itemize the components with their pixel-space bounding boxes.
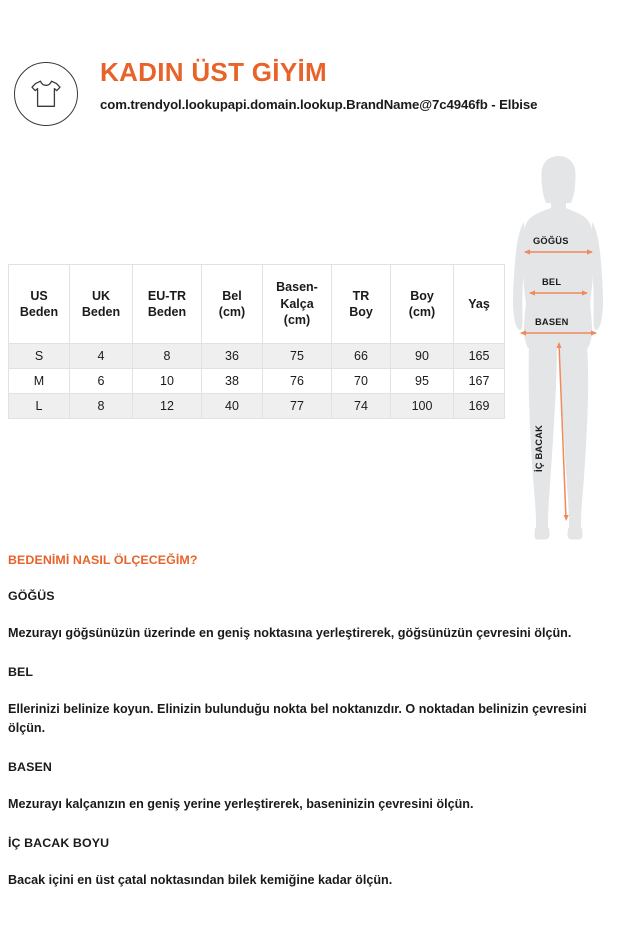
- column-header-line: Bel: [222, 288, 242, 303]
- column-header-line: (cm): [218, 305, 246, 319]
- table-row: [9, 344, 505, 369]
- measurement-label-hip: BASEN: [535, 317, 569, 327]
- table-cell: 40: [202, 394, 263, 419]
- table-cell: L: [9, 394, 70, 419]
- table-cell: 66: [332, 344, 391, 369]
- size-table-head: [9, 265, 505, 344]
- table-cell: 77: [263, 394, 332, 419]
- table-cell: 4: [70, 344, 133, 369]
- column-header-4: [263, 265, 332, 344]
- table-cell: 6: [70, 369, 133, 394]
- tshirt-icon: [14, 62, 78, 126]
- guide-sections: [8, 589, 608, 889]
- column-header-line: US: [30, 288, 48, 303]
- column-header-line: Beden: [147, 305, 187, 319]
- column-header-2: [133, 265, 202, 344]
- table-cell: 74: [332, 394, 391, 419]
- table-cell: S: [9, 344, 70, 369]
- guide-section-text: Mezurayı göğsünüzün üzerinde en geniş noktasına yerleştirerek, göğsünüzün çevresini ölçün.: [8, 626, 572, 640]
- page-header: [0, 52, 621, 142]
- table-cell: 70: [332, 369, 391, 394]
- table-cell: 38: [202, 369, 263, 394]
- table-cell: 165: [454, 344, 505, 369]
- column-header-line: Beden: [19, 305, 59, 319]
- guide-title: BEDENİMİ NASIL ÖLÇECEĞİM?: [8, 553, 198, 567]
- table-cell: 76: [263, 369, 332, 394]
- measurement-guide: [8, 553, 608, 911]
- table-cell: 75: [263, 344, 332, 369]
- column-header-line: Yaş: [468, 296, 490, 311]
- column-header-line: TR: [352, 288, 370, 303]
- table-cell: 167: [454, 369, 505, 394]
- column-header-line: Boy: [349, 305, 373, 319]
- table-row: [9, 394, 505, 419]
- measurement-label-waist: BEL: [542, 277, 562, 287]
- column-header-0: [9, 265, 70, 344]
- size-table-container: [8, 264, 490, 419]
- table-cell: 36: [202, 344, 263, 369]
- column-header-1: [70, 265, 133, 344]
- table-cell: 90: [391, 344, 454, 369]
- table-row: [9, 369, 505, 394]
- table-cell: M: [9, 369, 70, 394]
- column-header-line: Beden: [81, 305, 121, 319]
- measurement-label-chest: GÖĞÜS: [533, 236, 569, 246]
- table-cell: 8: [70, 394, 133, 419]
- size-table: [8, 264, 505, 419]
- guide-section-text: Ellerinizi belinize koyun. Elinizin bulunduğu nokta bel noktanızdır. O noktadan belinizin çevresini ölçün.: [8, 701, 587, 735]
- page-subtitle: com.trendyol.lookupapi.domain.lookup.BrandName@7c4946fb - Elbise: [100, 96, 538, 112]
- table-cell: 8: [133, 344, 202, 369]
- table-cell: 100: [391, 394, 454, 419]
- column-header-5: [332, 265, 391, 344]
- table-cell: 10: [133, 369, 202, 394]
- column-header-line: (cm): [283, 313, 311, 328]
- guide-section-text: Mezurayı kalçanızın en geniş yerine yerleştirerek, baseninizin çevresini ölçün.: [8, 796, 474, 811]
- table-cell: 95: [391, 369, 454, 394]
- column-header-line: Boy: [410, 288, 434, 303]
- guide-section-heading: BASEN: [8, 759, 52, 774]
- table-header-row: [9, 265, 505, 344]
- column-header-line: EU-TR: [147, 288, 187, 303]
- table-cell: 169: [454, 394, 505, 419]
- column-header-3: [202, 265, 263, 344]
- column-header-line: (cm): [408, 305, 436, 319]
- size-table-body: [9, 344, 505, 419]
- column-header-6: [391, 265, 454, 344]
- guide-section-text: Bacak içini en üst çatal noktasından bilek kemiğine kadar ölçün.: [8, 872, 393, 887]
- body-figure: [496, 152, 621, 544]
- guide-section-heading: BEL: [8, 664, 34, 679]
- page-title: KADIN ÜST GİYİM: [100, 57, 327, 87]
- measurement-label-inseam: İÇ BACAK: [534, 424, 544, 472]
- table-cell: 12: [133, 394, 202, 419]
- column-header-line: Kalça: [280, 296, 314, 311]
- guide-section-heading: İÇ BACAK BOYU: [8, 835, 110, 850]
- guide-section-heading: GÖĞÜS: [8, 589, 55, 603]
- column-header-line: UK: [91, 288, 111, 303]
- column-header-line: Basen-: [276, 280, 318, 295]
